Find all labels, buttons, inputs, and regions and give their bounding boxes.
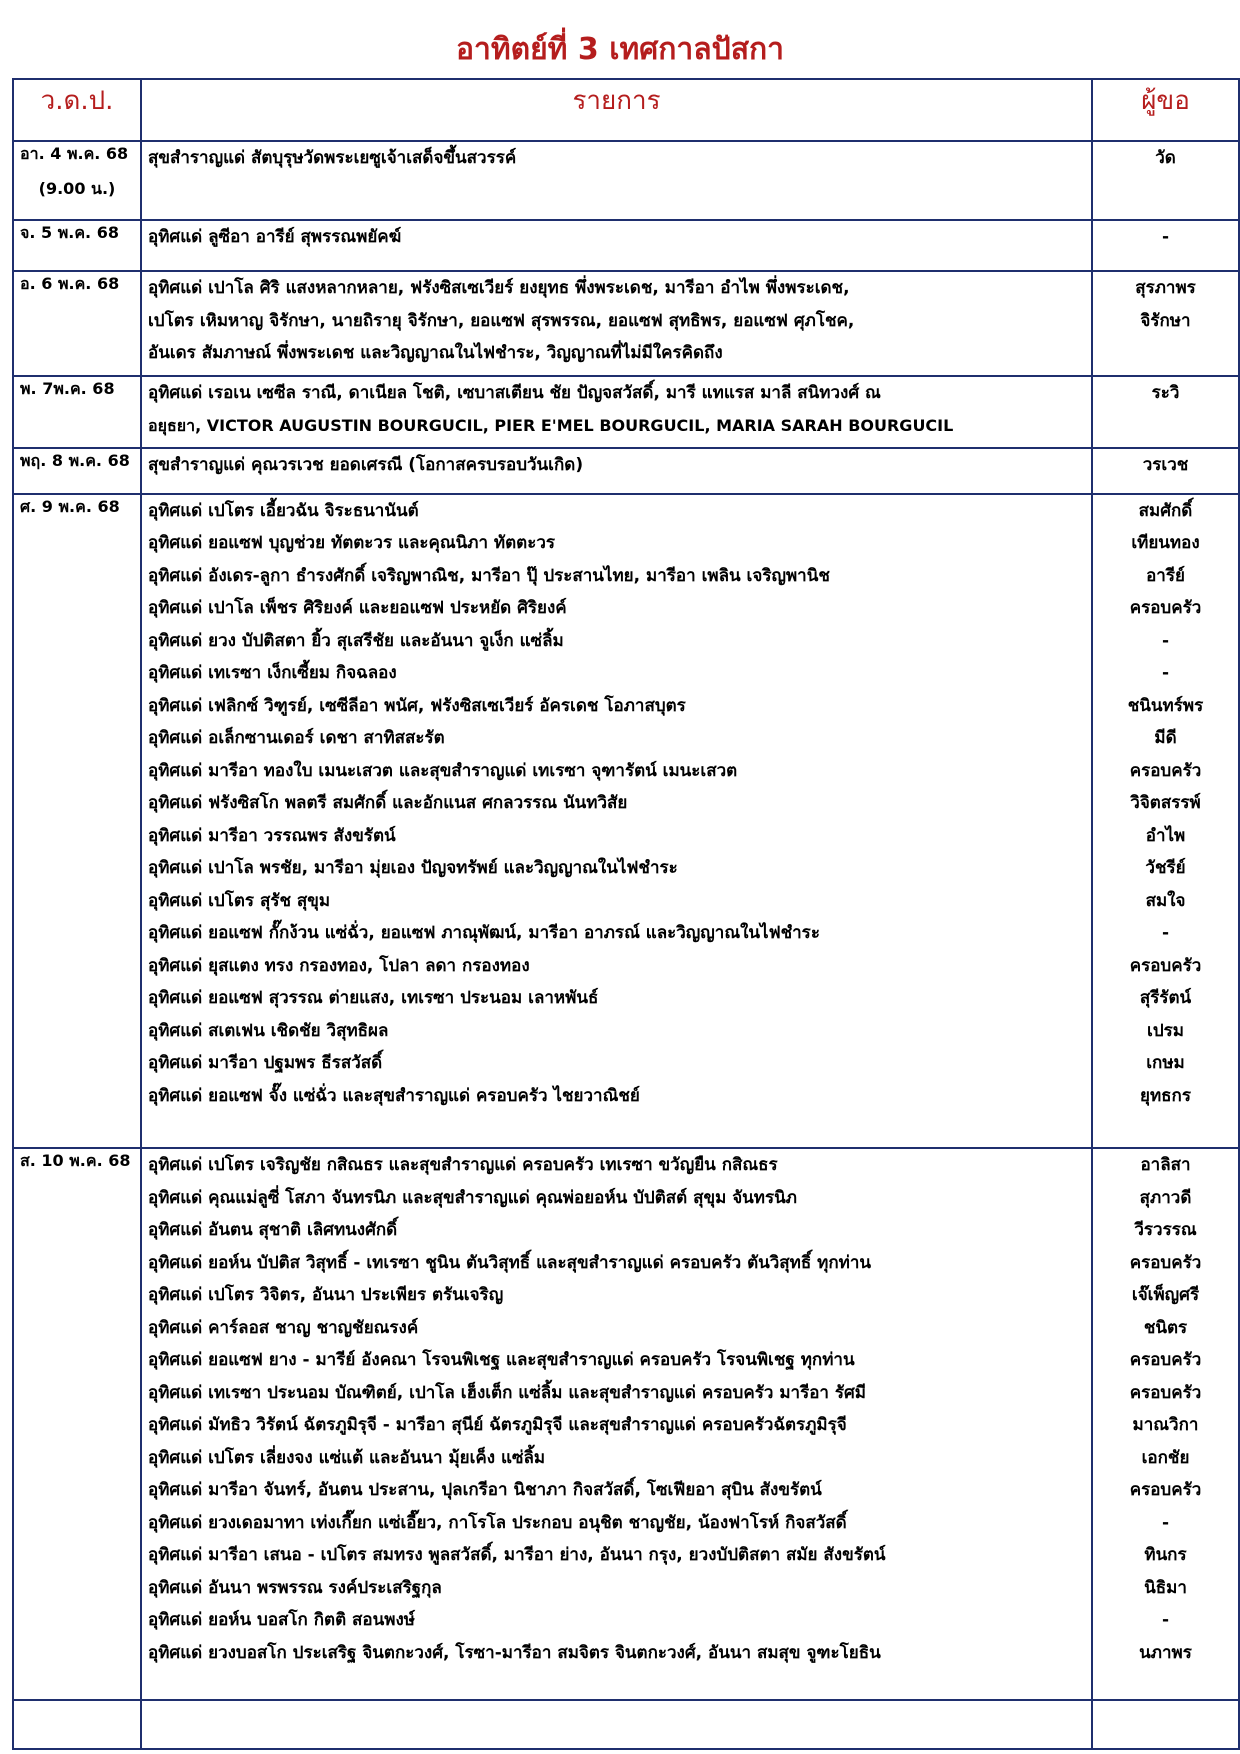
intention-line: อุทิศแด่ ยวง บัปติสตา ยิ้ว สุเสรีชัย และอันนา จูเง็ก แซ่ลิ้ม: [148, 630, 564, 651]
intention-list-cell: [141, 141, 1092, 220]
intention-line: อยุธยา, VICTOR AUGUSTIN BOURGUCIL, PIER E'MEL BOURGUCIL, MARIA SARAH BOURGUCIL: [148, 415, 954, 435]
intention-line: อันเดร สัมภาษณ์ พึ่งพระเดช และวิญญาณในไฟชำระ, วิญญาณที่ไม่มีใครคิดถึง: [148, 343, 723, 364]
date-text: ศ. 9 พ.ค. 68: [20, 496, 120, 516]
intention-line: อุทิศแด่ เทเรซา เง็กเซี้ยม กิจฉลอง: [148, 663, 397, 684]
date-text: อ. 6 พ.ค. 68: [20, 274, 120, 294]
intention-line: อุทิศแด่ เรอเน เซซีล ราณี, ดาเนียล โชติ, เซบาสเตียน ชัย ปัญจสวัสดิ์, มารี แทแรส มาลี สนิทวงศ์ ณ: [148, 383, 881, 404]
intention-list-cell: [141, 1700, 1092, 1749]
requester-name: เอกชัย: [1141, 1447, 1190, 1468]
intention-line: อุทิศแด่ ยอแซฟ สุวรรณ ต่ายแสง, เทเรซา ประนอม เลาหพันธ์: [148, 988, 599, 1009]
requester-name: วัด: [1155, 148, 1176, 168]
intention-list-cell: [141, 271, 1092, 376]
requester-name: วัชรีย์: [1145, 858, 1186, 879]
header-items: รายการ: [141, 79, 1092, 141]
table-row: [13, 494, 1239, 1149]
requester-name: วรเวช: [1142, 455, 1189, 476]
requester-name: ระวิ: [1151, 383, 1180, 404]
intention-list-cell: [141, 220, 1092, 271]
intention-line: อุทิศแด่ เปโตร เอี้ยวฉัน จิระธนานันต์: [148, 500, 419, 521]
date-text: พฤ. 8 พ.ค. 68: [20, 451, 130, 471]
intention-line: อุทิศแด่ ยุสแตง ทรง กรองทอง, โปลา ลดา กรองทอง: [148, 955, 530, 976]
intention-line: อุทิศแด่ เปโตร เจริญชัย กสิณธร และสุขสำราญแด่ ครอบครัว เทเรซา ขวัญยืน กสิณธร: [148, 1155, 778, 1176]
intention-line: อุทิศแด่ มารีอา ทองใบ เมนะเสวต และสุขสำราญแด่ เทเรซา จุฑารัตน์ เมนะเสวต: [148, 760, 738, 781]
intention-list-cell: [141, 1148, 1092, 1700]
requester-name: -: [1161, 227, 1170, 248]
intention-line: สุขสำราญแด่ คุณวรเวช ยอดเศรณี (โอกาสครบรอบวันเกิด): [148, 455, 584, 476]
date-cell: [13, 1700, 141, 1749]
date-cell: [13, 376, 141, 448]
intention-line: อุทิศแด่ ยอแซฟ ยาง - มารีย์ อังคณา โรจนพิเชฐ และสุขสำราญแด่ ครอบครัว โรจนพิเชฐ ทุกท่าน: [148, 1350, 855, 1371]
date-cell: [13, 494, 141, 1149]
requester-name: อำไพ: [1145, 825, 1186, 846]
intention-list-cell: [141, 376, 1092, 448]
table-row: [13, 220, 1239, 271]
requester-name: ยุทธกร: [1140, 1085, 1191, 1106]
requester-name: -: [1161, 630, 1170, 651]
date-text: (9.00 น.): [38, 179, 116, 198]
requester-name: สุภาวดี: [1139, 1187, 1192, 1208]
requester-name: ชนินทร์พร: [1127, 695, 1204, 716]
requester-name: -: [1161, 923, 1170, 944]
table-row: [13, 1700, 1239, 1749]
date-cell: [13, 220, 141, 271]
table-row: [13, 376, 1239, 448]
requester-name: ครอบครัว: [1129, 598, 1202, 619]
requester-name: วิจิตสรรพ์: [1130, 793, 1201, 814]
intention-list-cell: [141, 448, 1092, 493]
intention-line: อุทิศแด่ เปาโล พรชัย, มารีอา มุ่ยเอง ปัญจทรัพย์ และวิญญาณในไฟชำระ: [148, 858, 678, 879]
requester-name: ทินกร: [1144, 1545, 1187, 1566]
requester-name: มาณวิกา: [1132, 1415, 1199, 1436]
intention-line: อุทิศแด่ ยอแซฟ กั๊กง้วน แซ่ฉั่ว, ยอแซฟ ภาณุพัฒน์, มารีอา อาภรณ์ และวิญญาณในไฟชำระ: [148, 923, 820, 944]
table-row: [13, 271, 1239, 376]
date-text: พ. 7พ.ค. 68: [20, 379, 115, 399]
header-row: [13, 79, 1239, 141]
intention-line: อุทิศแด่ คาร์ลอส ชาญ ชาญชัยณรงค์: [148, 1317, 419, 1338]
header-requester: ผู้ขอ: [1092, 79, 1239, 141]
requester-name: เทียนทอง: [1131, 533, 1200, 554]
intention-line: อุทิศแด่ ลูซีอา อารีย์ สุพรรณพยัคฆ์: [148, 227, 402, 248]
date-cell: [13, 448, 141, 493]
intention-line: อุทิศแด่ มารีอา เสนอ - เปโตร สมทรง พูลสวัสดิ์, มารีอา ย่าง, อันนา กรุง, ยวงบัปติสตา สมัย สังขรัตน์: [148, 1545, 886, 1566]
requester-name: สุรีรัตน์: [1139, 988, 1192, 1009]
requester-cell: [1092, 1148, 1239, 1700]
date-text: อา. 4 พ.ค. 68: [20, 144, 129, 163]
requester-name: ชนิตร: [1143, 1317, 1188, 1338]
intention-line: อุทิศแด่ มัทธิว วิรัตน์ ฉัตรภูมิรุจี - มารีอา สุนีย์ ฉัตรภูมิรุจี และสุขสำราญแด่ ครอบครัวฉัตรภูมิรุจี: [148, 1415, 847, 1436]
page-title: อาทิตย์ที่ 3 เทศกาลปัสกา: [455, 32, 785, 67]
requester-name: ครอบครัว: [1129, 1252, 1202, 1273]
requester-cell: [1092, 448, 1239, 493]
intention-line: อุทิศแด่ ยวงเดอมาทา เท่งเกี๊ยก แซ่เอี๊ยว, กาโรโล ประกอบ อนุชิต ชาญชัย, น้องฟาโรห์ กิจสวัสดิ์: [148, 1512, 847, 1533]
intention-line: อุทิศแด่ มารีอา จันทร์, อันตน ประสาน, ปุลเกรีอา นิชาภา กิจสวัสดิ์, โซเฟียอา สุบิน สังขรัตน์: [148, 1480, 822, 1501]
intention-line: อุทิศแด่ ยอแซฟ จั๊ง แซ่ฉั่ว และสุขสำราญแด่ ครอบครัว ไชยวาณิชย์: [148, 1085, 640, 1106]
table-row: [13, 141, 1239, 220]
intention-line: อุทิศแด่ เปโตร สุรัช สุขุม: [148, 890, 331, 911]
requester-cell: [1092, 220, 1239, 271]
requester-name: ครอบครัว: [1129, 1382, 1202, 1403]
intention-line: อุทิศแด่ มารีอา วรรณพร สังขรัตน์: [148, 825, 396, 846]
intention-list-cell: [141, 494, 1092, 1149]
table-row: [13, 1148, 1239, 1700]
requester-name: เปรม: [1147, 1020, 1184, 1041]
requester-name: อารีย์: [1146, 565, 1185, 586]
requester-cell: [1092, 494, 1239, 1149]
intention-line: อุทิศแด่ อันตน สุชาติ เลิศทนงศักดิ์: [148, 1220, 398, 1241]
intention-line: อุทิศแด่ เปาโล ศิริ แสงหลากหลาย, ฟรังซิสเซเวียร์ ยงยุทธ พึ่งพระเดช, มารีอา อำไพ พึ่งพระเดช,: [148, 278, 850, 299]
requester-name: สุรภาพร: [1135, 278, 1196, 299]
date-cell: [13, 141, 141, 220]
requester-name: สมศักดิ์: [1138, 500, 1193, 521]
header-date: ว.ด.ป.: [13, 79, 141, 141]
intention-line: อุทิศแด่ สเตเฟน เชิดชัย วิสุทธิผล: [148, 1020, 389, 1041]
requester-name: นิธิมา: [1144, 1577, 1187, 1598]
intention-line: อุทิศแด่ อันนา พรพรรณ รงค์ประเสริฐกุล: [148, 1577, 442, 1598]
requester-name: สมใจ: [1145, 890, 1186, 911]
requester-name: เกษม: [1146, 1053, 1185, 1074]
date-text: จ. 5 พ.ค. 68: [20, 223, 119, 243]
intention-line: อุทิศแด่ ยอแซฟ บุญช่วย ทัตตะวร และคุณนิภา ทัตตะวร: [148, 533, 556, 554]
intention-line: อุทิศแด่ เฟลิกซ์ วิฑูรย์, เซซีลีอา พนัศ, ฟรังซิสเซเวียร์ อัครเดช โอภาสบุตร: [148, 695, 686, 716]
requester-name: เจ๊เพ็ญศรี: [1131, 1285, 1200, 1306]
intention-line: อุทิศแด่ ยอห์น บอสโก กิตติ สอนพงษ์: [148, 1610, 415, 1631]
requester-name: -: [1161, 1610, 1170, 1631]
requester-name: จิรักษา: [1140, 310, 1191, 331]
intention-line: อุทิศแด่ อังเดร-ลูกา ธำรงศักดิ์ เจริญพาณิช, มารีอา ปุ๊ ประสานไทย, มารีอา เพลิน เจริญพานิช: [148, 565, 830, 586]
requester-name: วีรวรรณ: [1134, 1220, 1197, 1241]
intention-line: อุทิศแด่ เปาโล เพ็ชร ศิริยงค์ และยอแซฟ ประหยัด ศิริยงค์: [148, 598, 567, 619]
requester-name: ครอบครัว: [1129, 1480, 1202, 1501]
requester-cell: [1092, 141, 1239, 220]
requester-name: -: [1161, 1512, 1170, 1533]
requester-cell: [1092, 376, 1239, 448]
requester-name: มีดี: [1154, 728, 1177, 749]
requester-cell: [1092, 1700, 1239, 1749]
mass-intention-table: [12, 78, 1240, 1750]
intention-line: อุทิศแด่ ฟรังซิสโก พลตรี สมศักดิ์ และอักแนส ศกลวรรณ นันทวิสัย: [148, 793, 628, 814]
requester-name: อาลิสา: [1140, 1155, 1191, 1176]
requester-name: นภาพร: [1139, 1642, 1192, 1663]
requester-name: -: [1161, 663, 1170, 684]
intention-line: อุทิศแด่ เปโตร เลี่ยงจง แซ่แต้ และอันนา มุ้ยเค็ง แซ่ลิ้ม: [148, 1447, 546, 1468]
intention-line: อุทิศแด่ ยวงบอสโก ประเสริฐ จินตกะวงศ์, โรซา-มารีอา สมจิตร จินตกะวงศ์, อันนา สมสุข จูฑะโยธิน: [148, 1642, 881, 1663]
intention-line: อุทิศแด่ อเล็กซานเดอร์ เดชา สาทิสสะรัต: [148, 728, 445, 749]
intention-line: อุทิศแด่ เปโตร วิจิตร, อันนา ประเพียร ตรันเจริญ: [148, 1285, 504, 1306]
requester-name: ครอบครัว: [1129, 1350, 1202, 1371]
table-row: [13, 448, 1239, 493]
intention-line: อุทิศแด่ คุณแม่ลูซี่ โสภา จันทรนิภ และสุขสำราญแด่ คุณพ่อยอห์น บัปติสต์ สุขุม จันทรนิภ: [148, 1187, 797, 1208]
requester-cell: [1092, 271, 1239, 376]
requester-name: ครอบครัว: [1129, 955, 1202, 976]
date-text: ส. 10 พ.ค. 68: [20, 1151, 131, 1171]
intention-line: อุทิศแด่ เทเรซา ประนอม บัณฑิตย์, เปาโล เฮ็งเต็ก แซ่ลิ้ม และสุขสำราญแด่ ครอบครัว มารีอา รัศมี: [148, 1382, 867, 1403]
intention-line: อุทิศแด่ มารีอา ปฐมพร ธีรสวัสดิ์: [148, 1053, 383, 1074]
intention-line: เปโตร เหิมหาญ จิรักษา, นายถิรายุ จิรักษา, ยอแซฟ สุรพรรณ, ยอแซฟ สุทธิพร, ยอแซฟ ศุภโชค,: [148, 310, 855, 331]
date-cell: [13, 271, 141, 376]
requester-name: ครอบครัว: [1129, 760, 1202, 781]
intention-line: สุขสำราญแด่ สัตบุรุษวัดพระเยซูเจ้าเสด็จขึ้นสวรรค์: [148, 148, 517, 168]
date-cell: [13, 1148, 141, 1700]
intention-line: อุทิศแด่ ยอห์น บัปติส วิสุทธิ์ - เทเรซา ชูนิน ตันวิสุทธิ์ และสุขสำราญแด่ ครอบครัว ตันวิสุทธิ์ ทุกท่าน: [148, 1252, 872, 1273]
